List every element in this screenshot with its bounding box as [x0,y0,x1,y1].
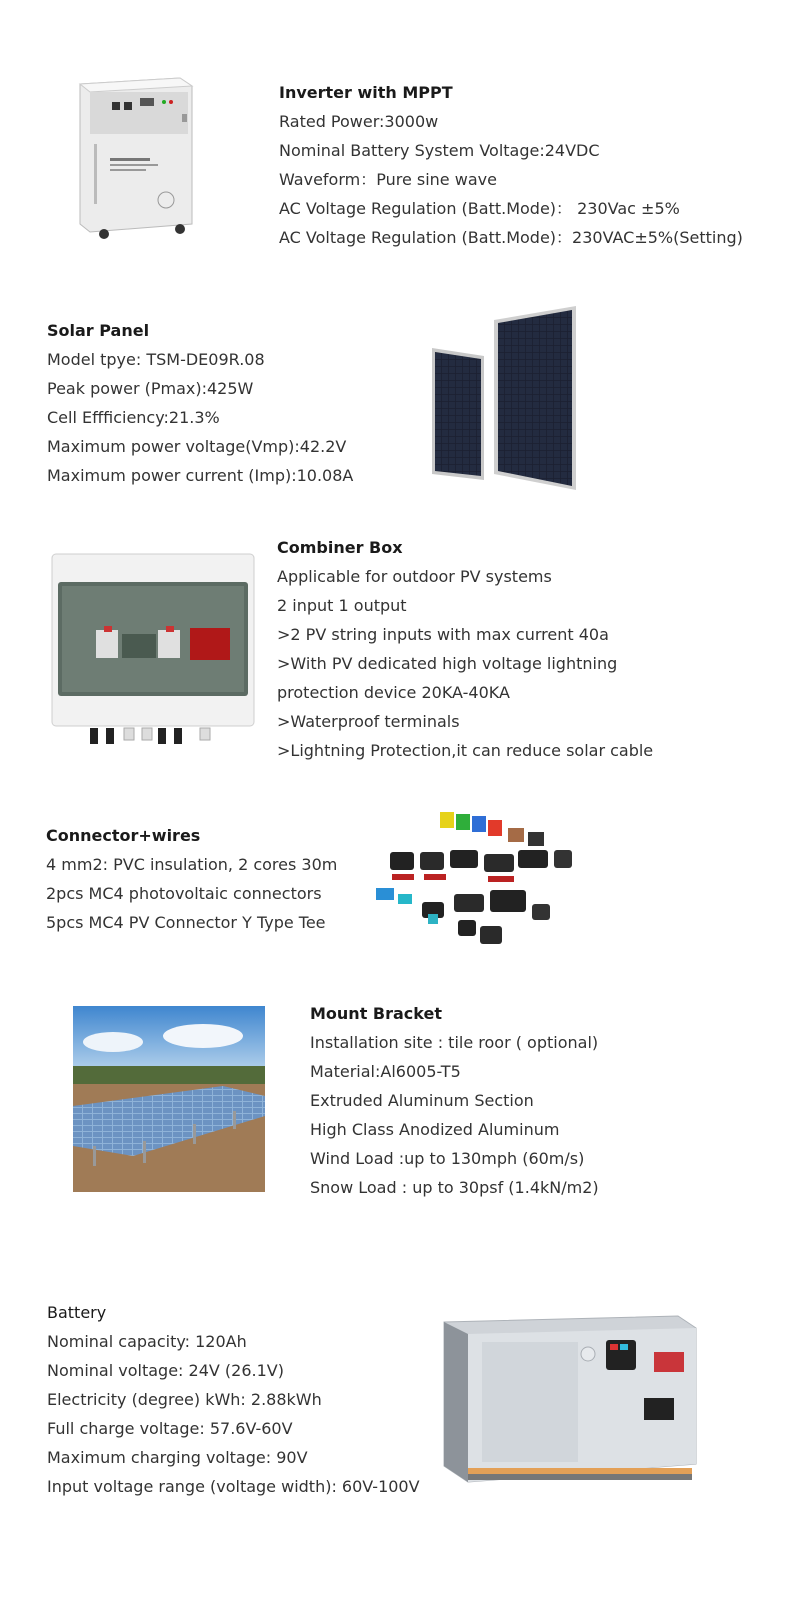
mount-bracket-spec-line: High Class Anodized Aluminum [310,1120,560,1139]
battery-spec-line: Nominal voltage: 24V (26.1V) [47,1361,284,1380]
combiner-box-title: Combiner Box [277,538,403,557]
combiner-box-spec-line: >With PV dedicated high voltage lightning [277,654,618,673]
inverter-spec-line: Nominal Battery System Voltage:24VDC [279,141,600,160]
mount-bracket-spec-line: Snow Load : up to 30psf (1.4kN/m2) [310,1178,599,1197]
connectors-image [368,806,580,956]
solar-panel-spec-line: Maximum power voltage(Vmp):42.2V [47,437,347,456]
solar-panel-spec-line: Peak power (Pmax):425W [47,379,254,398]
mount-bracket-photo [73,1006,265,1192]
combiner-box-spec-line: >Waterproof terminals [277,712,460,731]
battery-title: Battery [47,1303,107,1322]
mount-bracket-spec-line: Wind Load :up to 130mph (60m/s) [310,1149,585,1168]
battery-spec-line: Electricity (degree) kWh: 2.88kWh [47,1390,322,1409]
mount-bracket-title: Mount Bracket [310,1004,442,1023]
combiner-box-spec-line: >2 PV string inputs with max current 40a [277,625,609,644]
battery-image [438,1314,704,1490]
combiner-box-spec-line: 2 input 1 output [277,596,407,615]
solar-panel-specs [47,316,353,490]
mount-bracket-spec-line: Installation site : tile roor ( optional) [310,1033,599,1052]
inverter-title: Inverter with MPPT [279,83,453,102]
combiner-box-spec-line: protection device 20KA-40KA [277,683,510,702]
mount-bracket-spec-line: Extruded Aluminum Section [310,1091,534,1110]
solar-panel-spec-line: Cell Effficiency:21.3% [47,408,220,427]
inverter-spec-line: AC Voltage Regulation (Batt.Mode)：230VAC±5%(Setting) [279,228,743,247]
solar-panel-spec-line: Model tpye: TSM-DE09R.08 [47,350,265,369]
connector-title: Connector+wires [46,826,201,845]
connector-spec-line: 2pcs MC4 photovoltaic connectors [46,884,322,903]
inverter-image [76,74,196,246]
solar-panel-title: Solar Panel [47,321,150,340]
battery-spec-line: Maximum charging voltage: 90V [47,1448,308,1467]
battery-spec-line: Input voltage range (voltage width): 60V-100V [47,1477,420,1496]
connector-spec-line: 4 mm2: PVC insulation, 2 cores 30m [46,855,338,874]
inverter-spec-line: Rated Power:3000w [279,112,439,131]
combiner-box-specs [277,533,653,765]
inverter-spec-line: Waveform：Pure sine wave [279,170,497,189]
battery-specs [47,1298,420,1501]
combiner-box-spec-line: >Lightning Protection,it can reduce solar cable [277,741,654,760]
battery-spec-line: Nominal capacity: 120Ah [47,1332,247,1351]
connector-specs [46,821,337,937]
combiner-box-spec-line: Applicable for outdoor PV systems [277,567,552,586]
inverter-specs [279,78,743,252]
mount-bracket-specs [310,999,599,1202]
battery-spec-line: Full charge voltage: 57.6V-60V [47,1419,293,1438]
combiner-box-image [50,552,258,752]
solar-panel-image [428,304,580,494]
mount-bracket-spec-line: Material:Al6005-T5 [310,1062,461,1081]
connector-spec-line: 5pcs MC4 PV Connector Y Type Tee [46,913,326,932]
solar-panel-spec-line: Maximum power current (Imp):10.08A [47,466,354,485]
inverter-spec-line: AC Voltage Regulation (Batt.Mode)： 230Vac ±5% [279,199,680,218]
